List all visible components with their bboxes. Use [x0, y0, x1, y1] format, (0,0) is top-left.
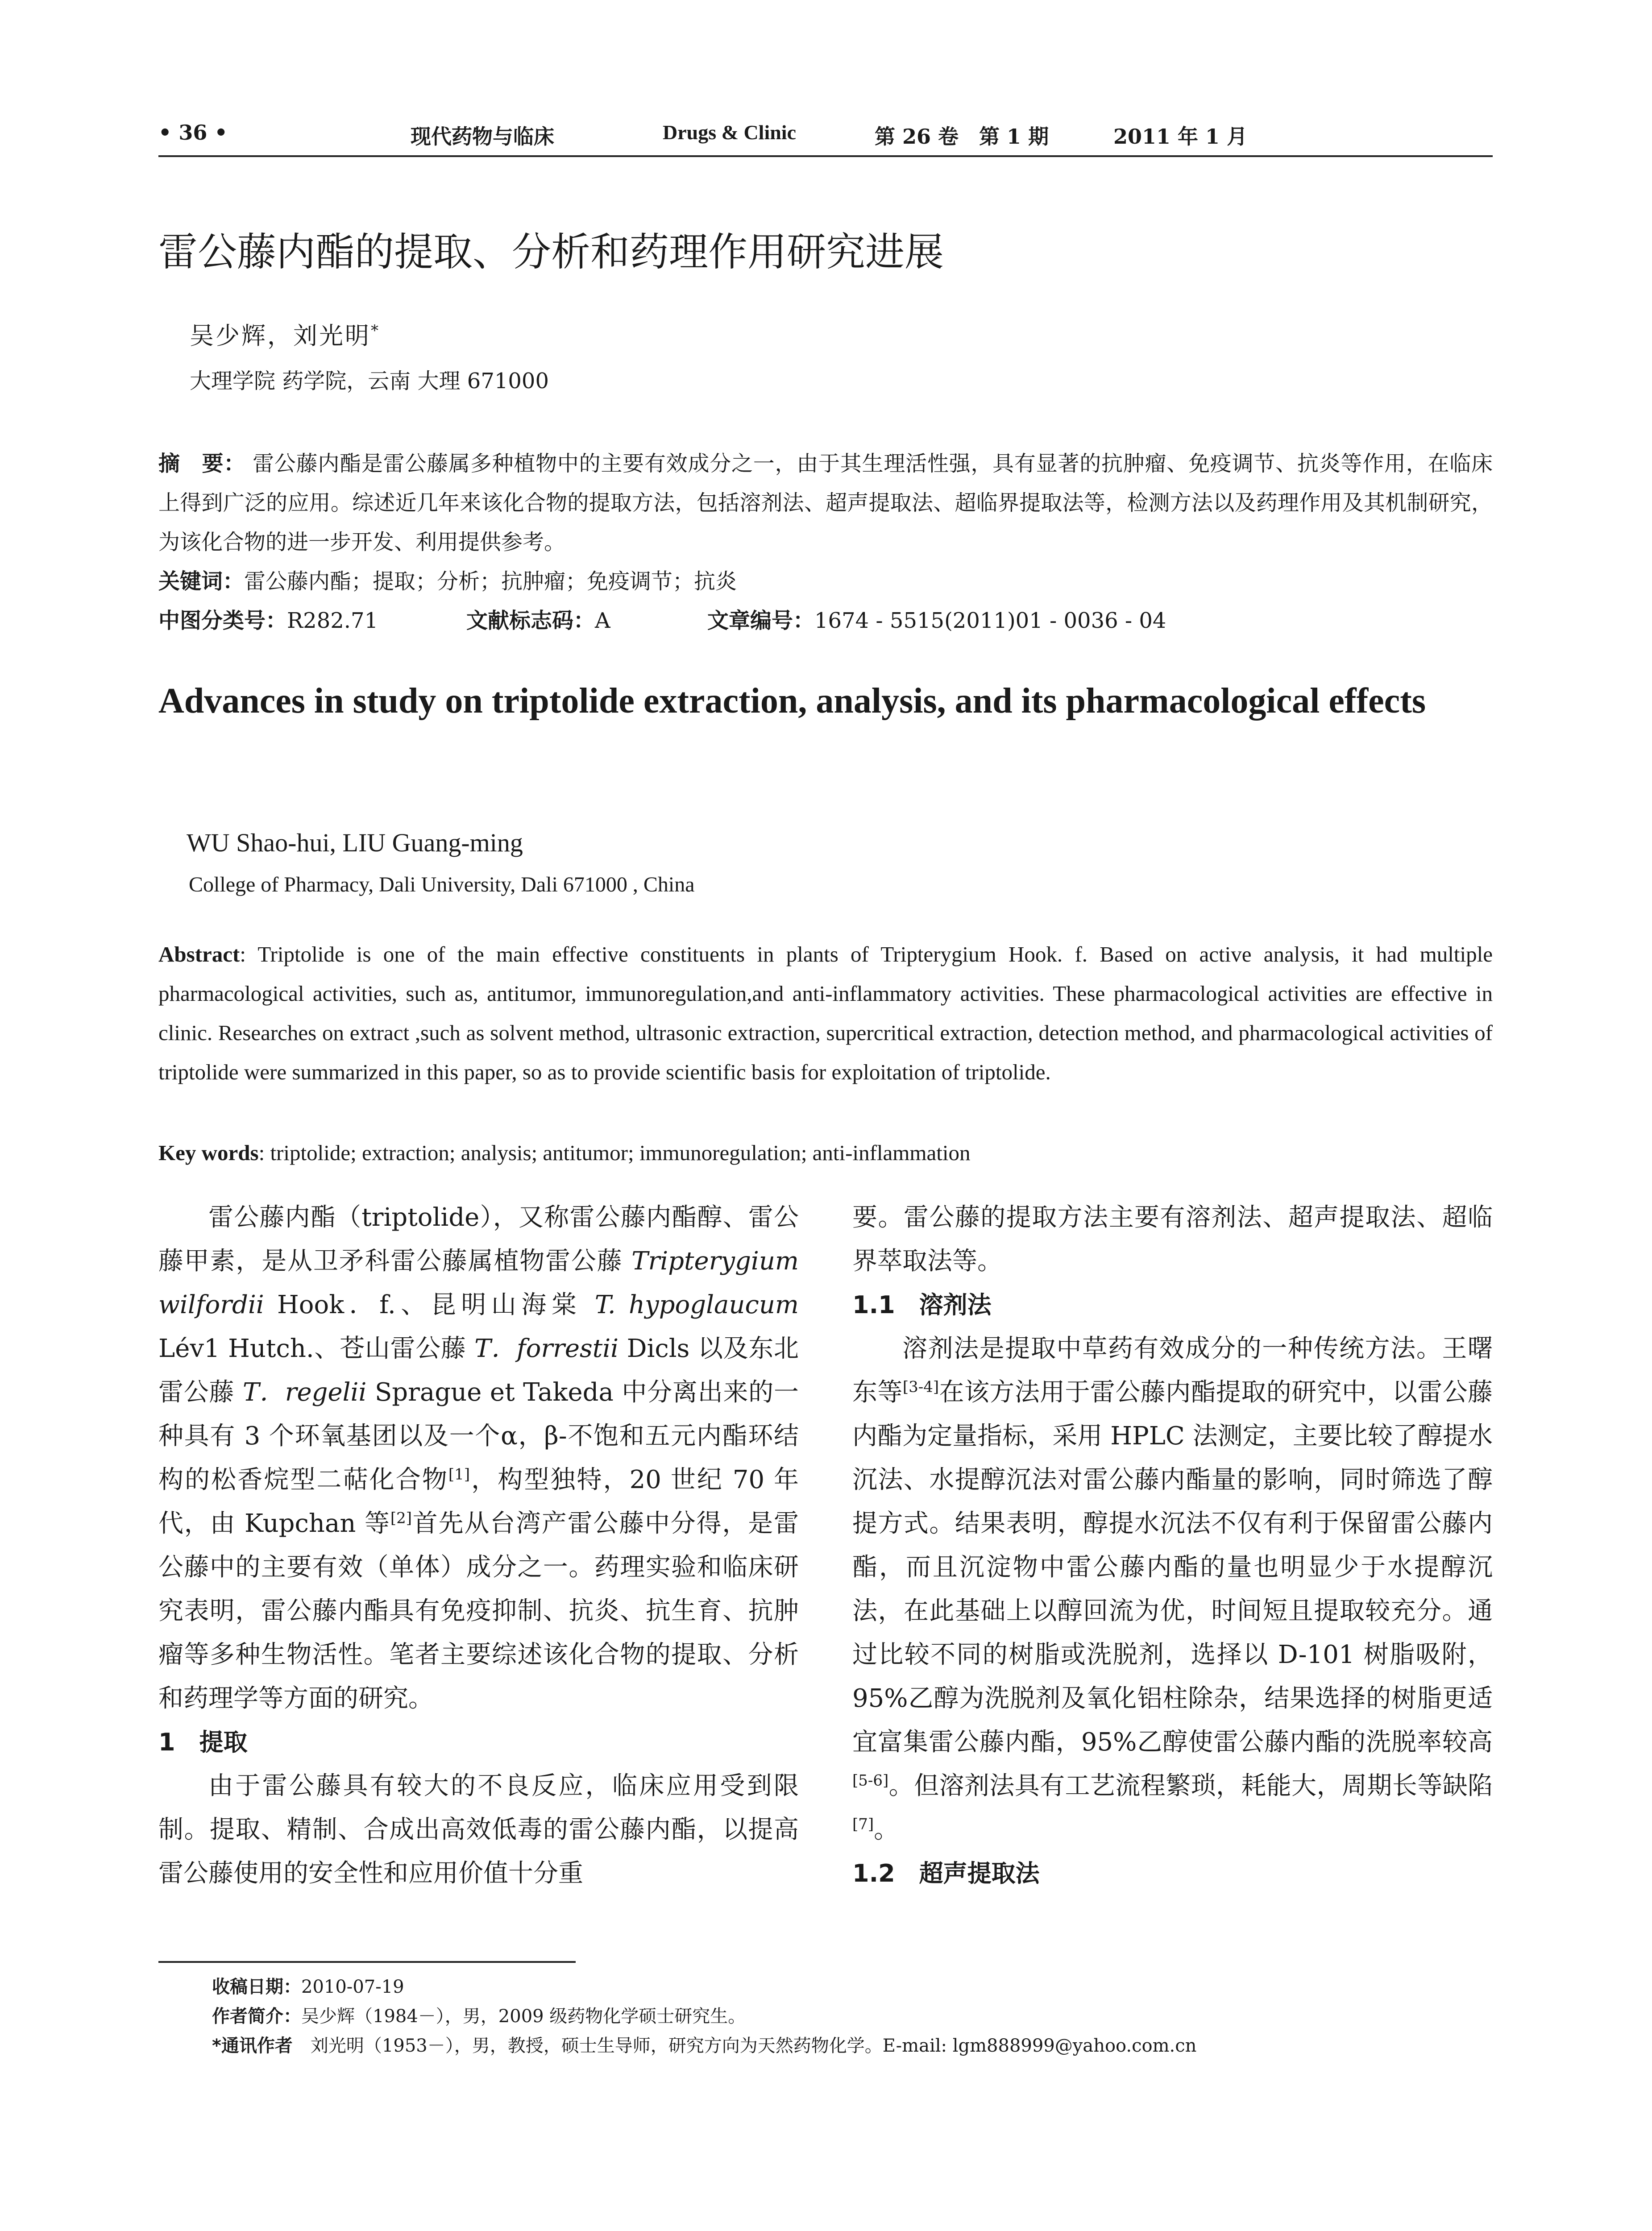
- keywords-cn-label: 关键词：: [158, 569, 245, 594]
- doc-code-label: 文献标志码：: [466, 608, 595, 633]
- article-title-en: Advances in study on triptolide extraction, analysis, and its pharmacological effects: [158, 681, 1426, 721]
- keywords-cn-text: 雷公藤内酯；提取；分析；抗肿瘤；免疫调节；抗炎: [244, 569, 737, 594]
- intro-paragraph: 雷公藤内酯（triptolide），又称雷公藤内酯醇、雷公藤甲素，是从卫矛科雷公藤属植物雷公藤 Tripterygium wilfordii Hook．f.、昆明山海棠 T. hypoglaucum Lév1 Hutch.、苍山雷公藤 T．forrestii Dicls 以及东北雷公藤 T．regelii Sprague et Takeda 中分离出来的一种具有 3 个环氧基团以及一个α，β-不饱和五元内酯环结构的松香烷型二萜化合物[1]，构型独特，20 世纪 70 年代，由 Kupchan 等[2]首先从台湾产雷公藤中分得，是雷公藤中的主要有效（单体）成分之一。药理实验和临床研究表明，雷公藤内酯具有免疫抑制、抗炎、抗生育、抗肿瘤等多种生物活性。笔者主要综述该化合物的提取、分析和药理学等方面的研究。: [158, 1203, 799, 1713]
- section-heading-1: 1 提取: [158, 1728, 248, 1756]
- author-bio: 作者简介：吴少辉（1984－），男，2009 级药物化学硕士研究生。: [212, 2006, 746, 2027]
- body-column-left: [158, 1196, 799, 1895]
- citation: [3-4]: [902, 1378, 939, 1396]
- page-number: • 36 •: [158, 120, 228, 145]
- authors-en: WU Shao-hui, LIU Guang-ming: [187, 828, 523, 857]
- running-header: [158, 120, 1493, 152]
- authors-cn-names: 吴少辉，刘光明: [190, 322, 371, 350]
- section-heading-1-1: 1.1 溶剂法: [852, 1291, 992, 1319]
- article-number: 1674 - 5515(2011)01 - 0036 - 04: [814, 608, 1166, 633]
- citation: [1]: [448, 1465, 470, 1484]
- extraction-paragraph-cont: 要。雷公藤的提取方法主要有溶剂法、超声提取法、超临界萃取法等。: [852, 1203, 1493, 1276]
- article-title-cn: 雷公藤内酯的提取、分析和药理作用研究进展: [158, 229, 944, 275]
- citation: [5-6]: [852, 1771, 889, 1790]
- journal-volume: 第 26 卷 第 1 期: [875, 124, 1049, 149]
- affiliation-cn: 大理学院 药学院，云南 大理 671000: [190, 369, 549, 394]
- abstract-en-text: : Triptolide is one of the main effective constituents in plants of Tripterygium Hook. f. Based on active analysis, it had multiple pharmacological activities, such as, antitumor, immunoregulation,and anti-inflammatory activities. These pharmacological activities are effective in clinic. Researches on extract ,such as solvent method, ultrasonic extraction, supercritical extraction, detection method, and pharmacological activities of triptolide were summarized in this paper, so as to provide scientific basis for exploitation of triptolide.: [158, 942, 1493, 1084]
- keywords-cn: [158, 562, 737, 601]
- extraction-paragraph: 由于雷公藤具有较大的不良反应，临床应用受到限制。提取、精制、合成出高效低毒的雷公藤内酯，以提高雷公藤使用的安全性和应用价值十分重: [158, 1771, 799, 1888]
- abstract-en-label: Abstract: [158, 942, 240, 966]
- keywords-en: [158, 1140, 1493, 1165]
- authors-cn: [190, 317, 380, 351]
- received-date: 收稿日期：2010-07-19: [212, 1977, 404, 1997]
- solvent-method-paragraph: 溶剂法是提取中草药有效成分的一种传统方法。王曙东等[3-4]在该方法用于雷公藤内酯提取的研究中，以雷公藤内酯为定量指标，采用 HPLC 法测定，主要比较了醇提水沉法、水提醇沉法对雷公藤内酯量的影响，同时筛选了醇提方式。结果表明，醇提水沉法不仅有利于保留雷公藤内酯，而且沉淀物中雷公藤内酯的量也明显少于水提醇沉法，在此基础上以醇回流为优，时间短且提取较充分。通过比较不同的树脂或洗脱剂，选择以 D-101 树脂吸附，95%乙醇为洗脱剂及氧化铝柱除杂，结果选择的树脂更适宜富集雷公藤内酯，95%乙醇使雷公藤内酯的洗脱率较高[5-6]。但溶剂法具有工艺流程繁琐，耗能大，周期长等缺陷[7]。: [852, 1334, 1493, 1844]
- corresponding-author: *通讯作者 刘光明（1953－），男，教授，硕士生导师，研究方向为天然药物化学。E-mail: lgm888999@yahoo.com.cn: [212, 2036, 1197, 2056]
- citation: [2]: [390, 1509, 412, 1527]
- abstract-cn-text: 雷公藤内酯是雷公藤属多种植物中的主要有效成分之一，由于其生理活性强，具有显著的抗肿瘤、免疫调节、抗炎等作用，在临床上得到广泛的应用。综述近几年来该化合物的提取方法，包括溶剂法、超声提取法、超临界提取法等，检测方法以及药理作用及其机制研究，为该化合物的进一步开发、利用提供参考。: [158, 451, 1493, 555]
- abstract-cn: [158, 444, 1493, 562]
- journal-name-en: Drugs & Clinic: [663, 121, 796, 144]
- keywords-en-text: : triptolide; extraction; analysis; antitumor; immunoregulation; anti-inflammation: [258, 1140, 971, 1165]
- abstract-en: [158, 935, 1493, 1092]
- journal-name-cn: 现代药物与临床: [411, 124, 554, 149]
- footnotes: [212, 1972, 1196, 2061]
- header-rule: [158, 155, 1493, 157]
- clc-label: 中图分类号：: [158, 608, 287, 633]
- affiliation-en: College of Pharmacy, Dali University, Dali 671000 , China: [189, 873, 695, 896]
- clc-code: R282.71: [287, 608, 378, 633]
- journal-date: 2011 年 1 月: [1113, 124, 1248, 149]
- footnote-rule: [158, 1961, 576, 1963]
- citation: [7]: [852, 1815, 874, 1833]
- article-number-label: 文章编号：: [707, 608, 815, 633]
- corresponding-mark: *: [371, 322, 380, 340]
- doc-code: A: [595, 608, 610, 633]
- section-heading-1-2: 1.2 超声提取法: [852, 1859, 1040, 1887]
- body-column-right: [852, 1196, 1493, 1895]
- abstract-cn-label: 摘 要：: [158, 451, 246, 476]
- keywords-en-label: Key words: [158, 1140, 259, 1165]
